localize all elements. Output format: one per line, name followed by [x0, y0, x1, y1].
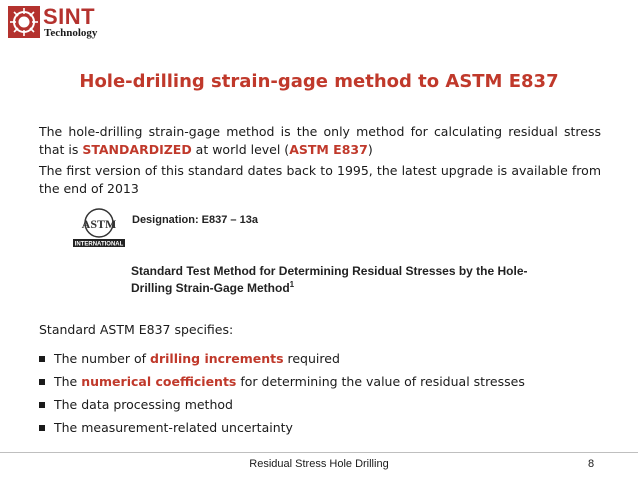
standard-footnote-mark: 1	[289, 280, 295, 289]
list-item	[39, 373, 525, 396]
bullet-highlight: numerical coefficients	[81, 374, 237, 389]
astm-logo-icon	[70, 206, 128, 248]
bullet-highlight: drilling increments	[150, 351, 284, 366]
specifies-heading: Standard ASTM E837 specifies:	[39, 322, 234, 337]
bullet-text-pre: The	[54, 374, 82, 389]
intro-text-mid: at world level (	[191, 142, 290, 157]
logo-name: SINT	[43, 4, 96, 29]
footer-title: Residual Stress Hole Drilling	[249, 458, 389, 470]
company-logo	[8, 6, 128, 42]
highlight-standardized: STANDARDIZED	[82, 142, 192, 157]
bullet-square-icon	[39, 356, 45, 362]
intro-paragraph	[39, 123, 601, 159]
intro-text-pre: The hole-drilling strain-gage method is the only method for calculating residual stress that is	[39, 124, 601, 157]
list-item	[39, 350, 525, 373]
history-paragraph: The first version of this standard dates back to 1995, the latest upgrade is available from the end of 2013	[39, 163, 601, 196]
bullet-text-post: required	[283, 351, 340, 366]
footer-divider	[0, 452, 638, 453]
bullet-square-icon	[39, 379, 45, 385]
astm-logo-subtext: INTERNATIONAL	[74, 241, 124, 248]
standard-title-text: Standard Test Method for Determining Residual Stresses by the Hole-Drilling Strain-Gage Method	[131, 264, 528, 295]
standard-title	[131, 264, 551, 295]
list-item	[39, 419, 525, 442]
list-item	[39, 396, 525, 419]
standard-designation: Designation: E837 – 13a	[132, 214, 258, 226]
highlight-astm: ASTM E837	[289, 142, 368, 157]
bullet-text-pre: The measurement-related uncertainty	[54, 420, 293, 435]
bullet-text-pre: The number of	[54, 351, 151, 366]
bullet-text-pre: The data processing method	[54, 397, 233, 412]
bullet-square-icon	[39, 425, 45, 431]
bullet-text-post: for determining the value of residual stresses	[236, 374, 525, 389]
astm-logo-text: ASTM	[81, 217, 117, 231]
intro-text-post: )	[367, 142, 373, 157]
slide-title: Hole-drilling strain-gage method to ASTM E837	[79, 71, 559, 92]
specification-list	[39, 350, 525, 442]
logo-mark-icon	[8, 6, 40, 38]
logo-subtitle: Technology	[44, 27, 98, 39]
bullet-square-icon	[39, 402, 45, 408]
page-number: 8	[588, 458, 595, 470]
